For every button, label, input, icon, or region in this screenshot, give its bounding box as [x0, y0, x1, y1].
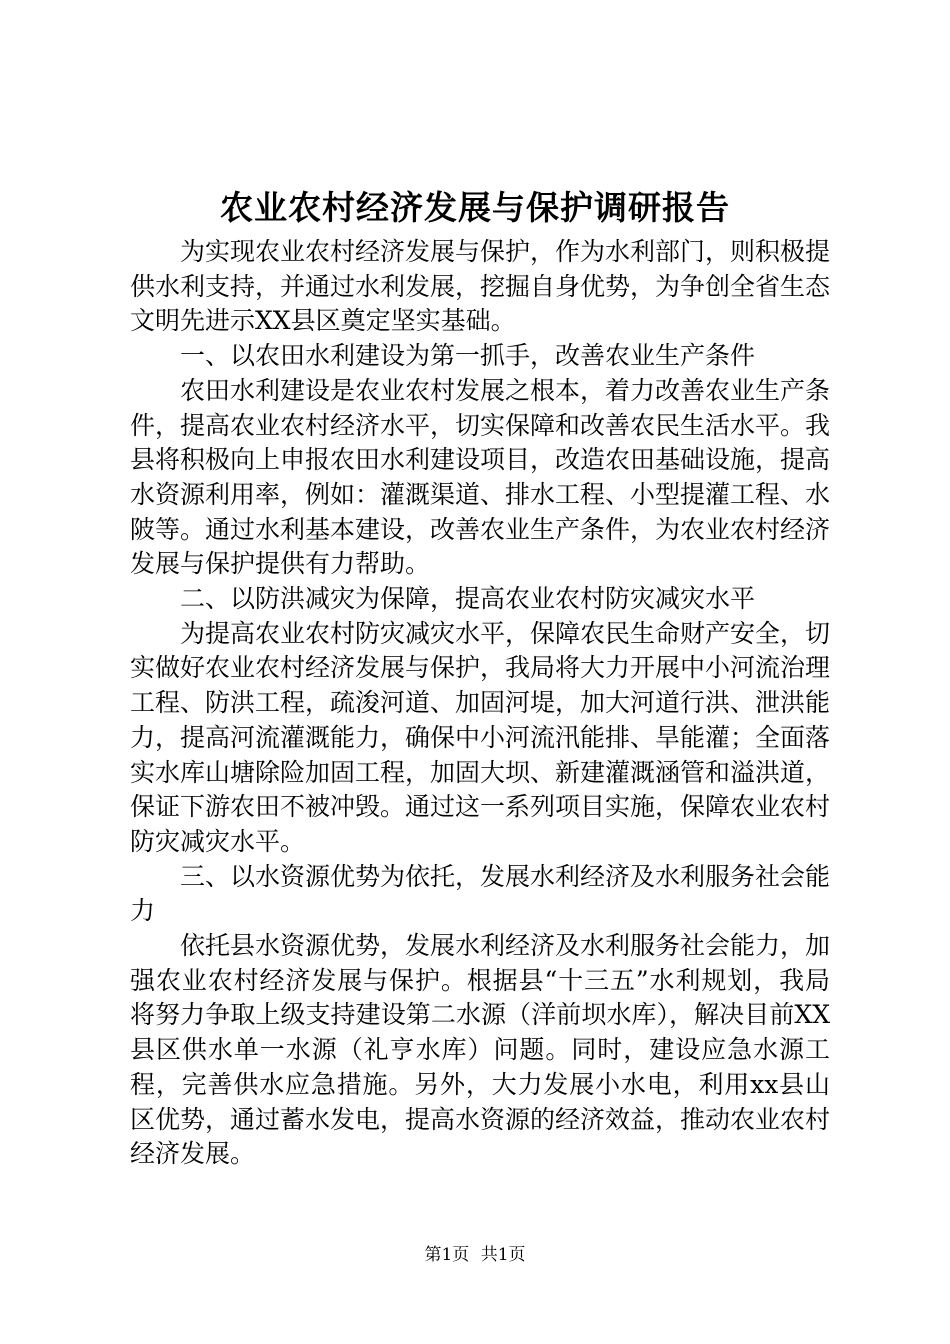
page-footer	[0, 1244, 950, 1266]
paragraph-section-2: 为提高农业农村防灾减灾水平，保障农民生命财产安全，切实做好农业农村经济发展与保护，我局将大力开展中小河流治理工程、防洪工程，疏浚河道、加固河堤，加大河道行洪、泄洪能力，提高河流灌溉能力，确保中小河流汛能排、旱能灌；全面落实水库山塘除险加固工程，加固大坝、新建灌溉涵管和溢洪道，保证下游农田不被冲毁。通过这一系列项目实施，保障农业农村防灾减灾水平。	[130, 618, 831, 856]
paragraph-section-3: 依托县水资源优势，发展水利经济及水利服务社会能力，加强农业农村经济发展与保护。根据县“十三五”水利规划，我局将努力争取上级支持建设第二水源（洋前坝水库），解决目前XX县区供水单一水源（礼亨水库）问题。同时，建设应急水源工程，完善供水应急措施。另外，大力发展小水电，利用xx县山区优势，通过蓄水发电，提高水资源的经济效益，推动农业农村经济发展。	[130, 931, 831, 1169]
paragraph-section-1: 农田水利建设是农业农村发展之根本，着力改善农业生产条件，提高农业农村经济水平，切实保障和改善农民生活水平。我县将积极向上申报农田水利建设项目，改造农田基础设施，提高水资源利用率，例如：灌溉渠道、排水工程、小型提灌工程、水陂等。通过水利基本建设，改善农业生产条件，为农业农村经济发展与保护提供有力帮助。	[130, 375, 831, 579]
section-heading-1: 一、以农田水利建设为第一抓手，改善农业生产条件	[180, 341, 756, 371]
page-total: 共1页	[480, 1245, 526, 1265]
section-heading-2: 二、以防洪减灾为保障，提高农业农村防灾减灾水平	[180, 584, 756, 614]
document-body	[130, 235, 830, 1172]
paragraph-intro: 为实现农业农村经济发展与保护，作为水利部门，则积极提供水利支持，并通过水利发展，挖掘自身优势，为争创全省生态文明先进示XX县区奠定坚实基础。	[130, 237, 831, 336]
section-heading-3: 三、以水资源优势为依托，发展水利经济及水利服务社会能力	[130, 861, 831, 926]
document-title: 农业农村经济发展与保护调研报告	[220, 188, 730, 227]
page-number: 第1页	[424, 1245, 470, 1265]
